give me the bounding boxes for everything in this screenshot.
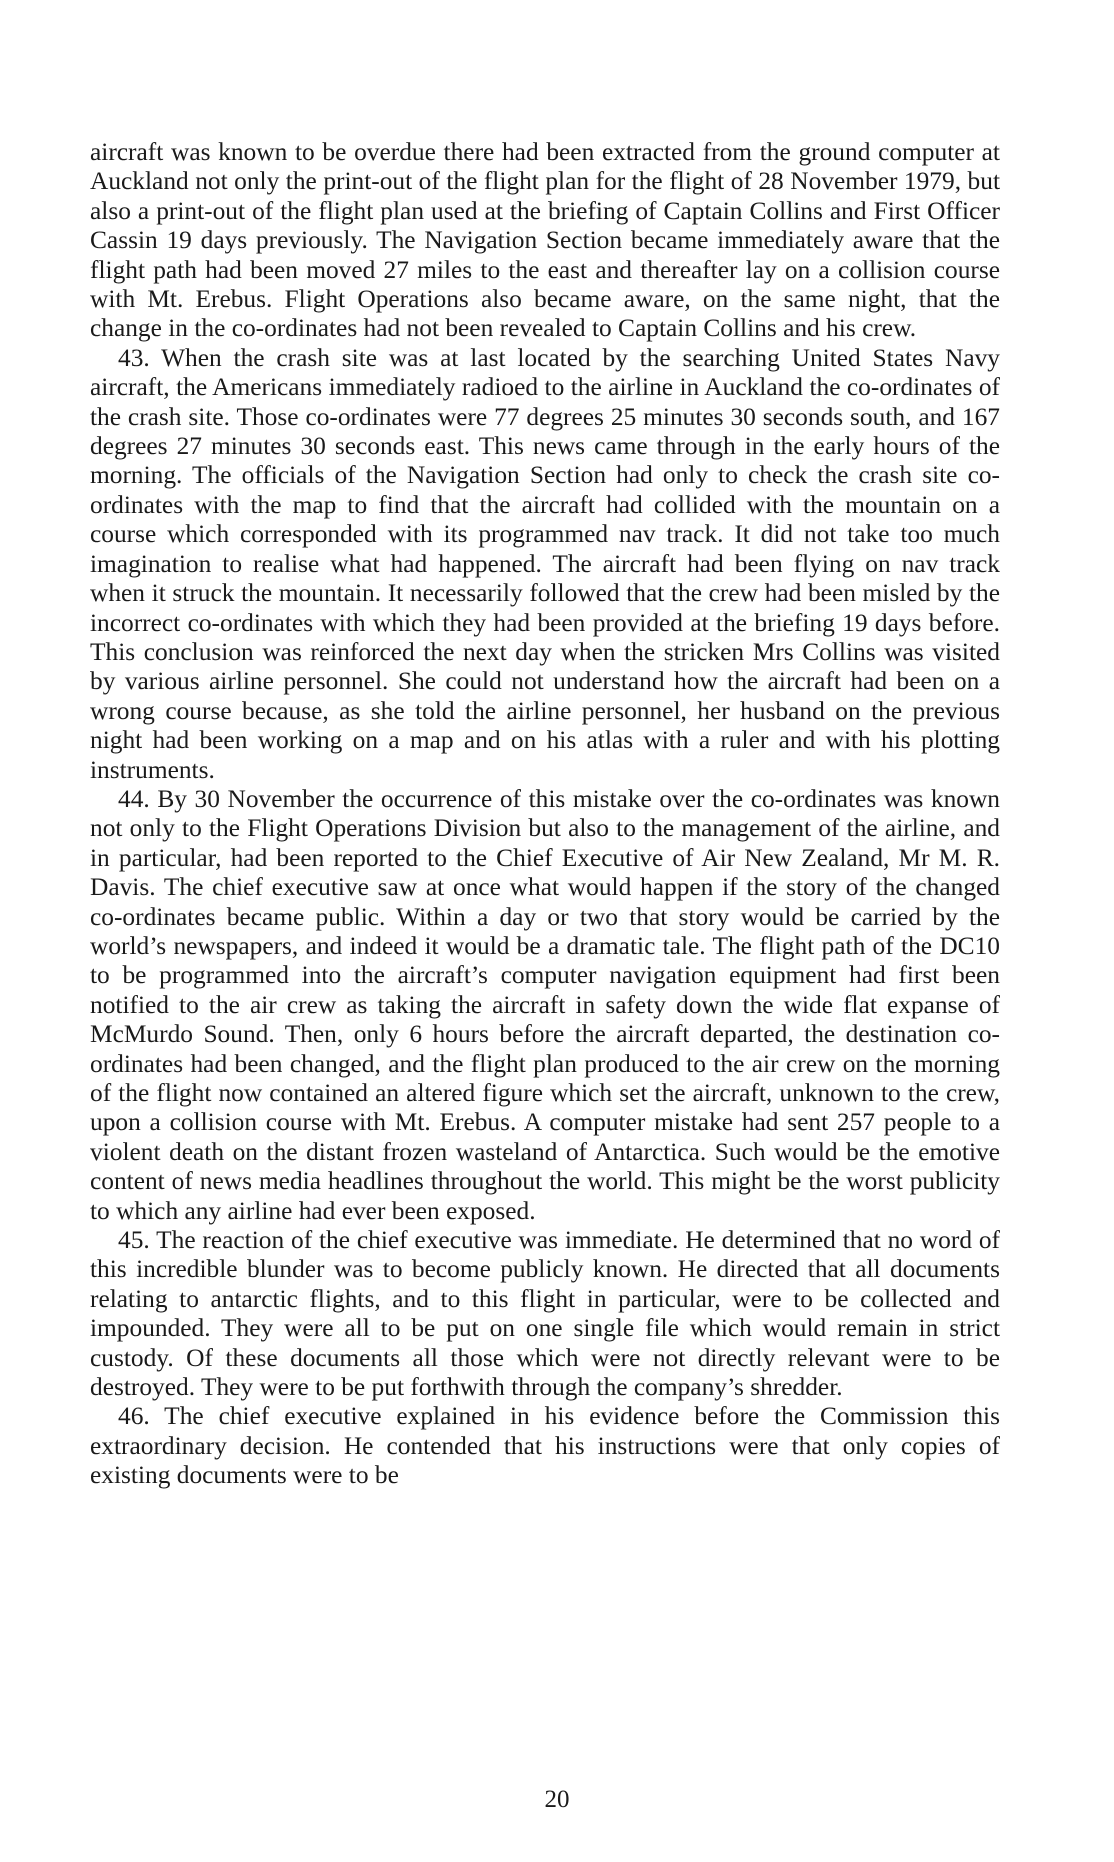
document-page	[90, 138, 1000, 1491]
paragraph-43: 43. When the crash site was at last located by the searching United States Navy aircraft, the Americans immediately radioed to the airline in Auckland the co-ordinates of the crash site. Those co-ordinates were 77 degrees 25 minutes 30 seconds south, and 167 degrees 27 minutes 30 seconds east. This news came through in the early hours of the morning. The officials of the Navigation Section had only to check the crash site co-ordinates with the map to find that the aircraft had collided with the mountain on a course which corresponded with its programmed nav track. It did not take too much imagination to realise what had happened. The aircraft had been flying on nav track when it struck the mountain. It necessarily followed that the crew had been misled by the incorrect co-ordinates with which they had been provided at the briefing 19 days before. This conclusion was reinforced the next day when the stricken Mrs Collins was visited by various airline personnel. She could not understand how the aircraft had been on a wrong course because, as she told the airline personnel, her husband on the previous night had been working on a map and on his atlas with a ruler and with his plotting instruments.	[90, 343, 1000, 784]
paragraph-continuation: aircraft was known to be overdue there had been extracted from the ground computer at Auckland not only the print-out of the flight plan for the flight of 28 November 1979, but also a print-out of the flight plan used at the briefing of Captain Collins and First Officer Cassin 19 days previously. The Navigation Section became immediately aware that the flight path had been moved 27 miles to the east and thereafter lay on a collision course with Mt. Erebus. Flight Operations also became aware, on the same night, that the change in the co-ordinates had not been revealed to Captain Collins and his crew.	[90, 138, 1000, 343]
paragraph-44: 44. By 30 November the occurrence of this mistake over the co-ordinates was known not only to the Flight Operations Division but also to the management of the airline, and in particular, had been reported to the Chief Executive of Air New Zealand, Mr M. R. Davis. The chief executive saw at once what would happen if the story of the changed co-ordinates became public. Within a day or two that story would be carried by the world’s newspapers, and indeed it would be a dramatic tale. The flight path of the DC10 to be programmed into the aircraft’s computer navigation equipment had first been notified to the air crew as taking the aircraft in safety down the wide flat expanse of McMurdo Sound. Then, only 6 hours before the aircraft departed, the destination co-ordinates had been changed, and the flight plan produced to the air crew on the morning of the flight now contained an altered figure which set the aircraft, unknown to the crew, upon a collision course with Mt. Erebus. A computer mistake had sent 257 people to a violent death on the distant frozen wasteland of Antarctica. Such would be the emotive content of news media headlines throughout the world. This might be the worst publicity to which any airline had ever been exposed.	[90, 784, 1000, 1225]
paragraph-46: 46. The chief executive explained in his evidence before the Commission this extraordinary decision. He contended that his instructions were that only copies of existing documents were to be	[90, 1402, 1000, 1490]
paragraph-45: 45. The reaction of the chief executive was immediate. He determined that no word of this incredible blunder was to become publicly known. He directed that all documents relating to antarctic flights, and to this flight in particular, were to be collected and impounded. They were all to be put on one single file which would remain in strict custody. Of these documents all those which were not directly relevant were to be destroyed. They were to be put forthwith through the company’s shredder.	[90, 1226, 1000, 1402]
page-number: 20	[544, 1786, 570, 1813]
